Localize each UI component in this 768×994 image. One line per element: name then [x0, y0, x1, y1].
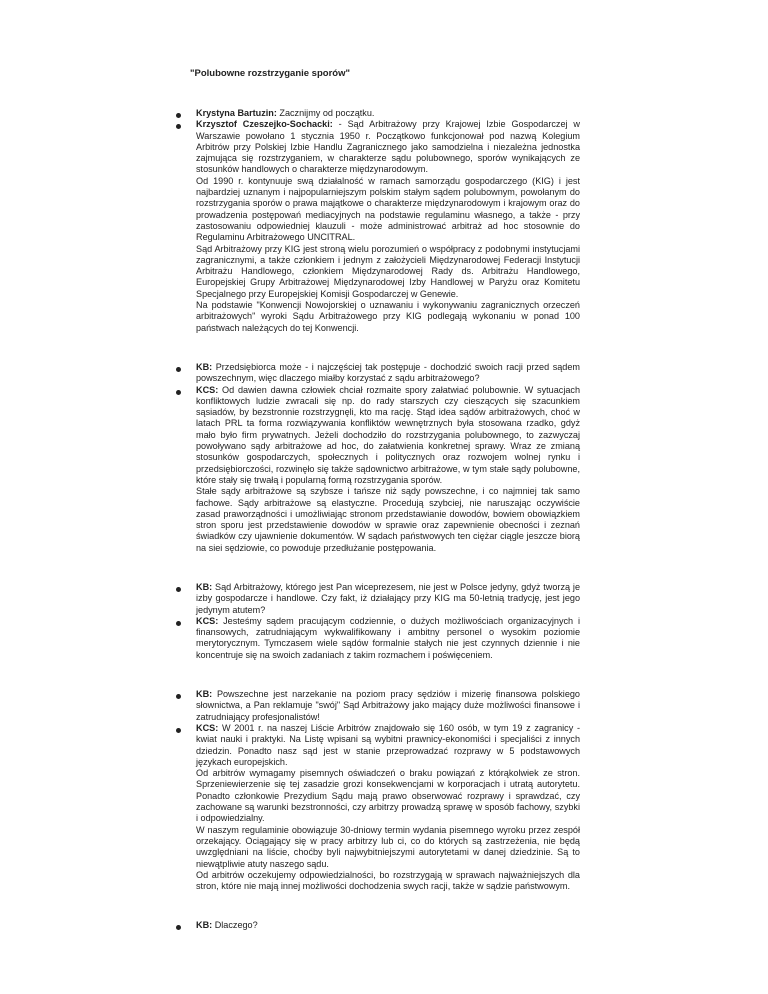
speaker-label: KB: — [196, 689, 213, 700]
bullet-icon — [176, 390, 181, 395]
qa-item — [196, 723, 580, 892]
bullet-icon — [176, 587, 181, 592]
paragraph-text: W naszym regulaminie obowiązuje 30-dniowy termin wydania pisemnego wyroku przez zespół orzekający. Ociągający się w pracy arbitrzy lub ci, co do których są zastrzeżenia, nie będą uwzględniani na liście, choćby byli najwybitniejszymi autorytetami w danej dziedzinie. Są to niewątpliwie atuty naszego sądu. — [196, 824, 580, 869]
qa-item — [196, 119, 580, 334]
bullet-icon — [176, 728, 181, 733]
paragraph-text: - Sąd Arbitrażowy przy Krajowej Izbie Gospodarczej w Warszawie powołano 1 stycznia 1950 r. Początkowo funkcjonował pod nazwą Kolegium Arbitrów przy Polskiej Izbie Handlu Zagranicznego jako samodzielna i niezależna jednostka zajmująca się rozstrzyganiem, w charakterze sądu polubownego, sporów wynikających ze stosunków handlowych o charakterze międzynarodowym. — [196, 119, 580, 175]
paragraph-text: Zacznijmy od początku. — [279, 108, 375, 118]
answer-paragraph — [196, 486, 580, 554]
paragraph-text: Od arbitrów oczekujemy odpowiedzialności, bo rozstrzygają w sprawach najważniejszych dla stron, które nie mają innej możliwości dochodzenia swych racji, także w sądzie państwowym. — [196, 869, 580, 892]
paragraph-text: W 2001 r. na naszej Liście Arbitrów znajdowało się 160 osób, w tym 19 z zagranicy - kwiat nauki i praktyki. Na Listę wpisani są wybitni prawnicy-ekonomiści i specjaliści z innych dziedzin. Ponadto nasz sąd jest w stanie przeprowadzać rozprawy w 5 podstawowych językach europejskich. — [196, 722, 580, 767]
interview-section — [196, 689, 580, 892]
interview-section — [196, 920, 580, 931]
answer-paragraph — [196, 768, 580, 824]
document-title: "Polubowne rozstrzyganie sporów" — [190, 68, 350, 79]
answer-paragraph — [196, 689, 580, 723]
answer-paragraph — [196, 385, 580, 487]
qa-item — [196, 108, 580, 119]
speaker-label: KCS: — [196, 384, 219, 395]
paragraph-text: Na podstawie "Konwencji Nowojorskiej o uznawaniu i wykonywaniu zagranicznych orzeczeń arbitrażowych" wyroki Sądu Arbitrażowego przy KIG podlegają wykonaniu w ponad 100 państwach należących do tej Konwencji. — [196, 300, 580, 333]
paragraph-text: Sąd Arbitrażowy, którego jest Pan wiceprezesem, nie jest w Polsce jedyny, gdyż tworzą je izby gospodarcze i handlowe. Czy fakt, iż działający przy KIG ma 50-letnią tradycję, jest jego jedynym atutem? — [196, 581, 581, 615]
paragraph-text: Dlaczego? — [214, 920, 258, 931]
bullet-icon — [176, 925, 181, 930]
bullet-icon — [176, 694, 181, 699]
speaker-label: KCS: — [196, 615, 219, 626]
qa-item — [196, 362, 580, 385]
paragraph-text: Od 1990 r. kontynuuje swą działalność w ramach samorządu gospodarczego (KIG) i jest najbardziej uznanym i najpopularniejszym polskim stałym sądem polubownym, powołanym do rozstrzygania sporów o prawa majątkowe o charakterze międzynarodowym i krajowym oraz do prowadzenia postępowań mediacyjnych na podstawie regulaminu własnego, a także - przy zastosowaniu odpowiedniej klauzuli - może administrować arbitraż ad hoc stosownie do Regulaminu Arbitrażowego UNCITRAL. — [196, 175, 580, 243]
answer-paragraph — [196, 108, 580, 119]
interview-section — [196, 582, 580, 661]
speaker-label: KCS: — [196, 722, 219, 733]
paragraph-text: Powszechne jest narzekanie na poziom pracy sędziów i mizerię finansowa polskiego słownictwa, a Pan reklamuje "swój" Sąd Arbitrażowy jako mający duże możliwości finansowe i zatrudniający profesjonalistów! — [196, 689, 580, 722]
bullet-icon — [176, 113, 181, 118]
interview-section — [196, 362, 580, 554]
paragraph-text: Sąd Arbitrażowy przy KIG jest stroną wielu porozumień o współpracy z podobnymi instytucjami zagranicznymi, a także członkiem i jednym z założycieli Międzynarodowej Federacji Instytucji Arbitrażu Handlowego, członkiem Międzynarodowej Rady ds. Arbitrażu Handlowego, Europejskiej Grupy Arbitrażowej Międzynarodowej Izby Handlowej w Paryżu oraz Komitetu Specjalnego przy Europejskiej Komisji Gospodarczej w Genewie. — [196, 243, 580, 299]
answer-paragraph — [196, 870, 580, 893]
bullet-icon — [176, 621, 181, 626]
answer-paragraph — [196, 300, 580, 334]
speaker-label: KB: — [196, 581, 213, 592]
qa-item — [196, 582, 580, 616]
answer-paragraph — [196, 616, 580, 661]
speaker-label: KB: — [196, 920, 213, 931]
speaker-label: Krystyna Bartuzin: — [196, 108, 277, 118]
paragraph-text: Jesteśmy sądem pracującym codziennie, o dużych możliwościach organizacyjnych i finansowych, zatrudniającym wykwalifikowany i ambitny personel o wysokim poziomie merytorycznym. Tymczasem wiele sądów formalnie stałych nie jest czynnych dziennie i nie koncentruje się na swoich zadaniach z takim rozmachem i poświęceniem. — [196, 615, 580, 660]
interview-section — [196, 108, 580, 334]
speaker-label: KB: — [196, 361, 213, 372]
answer-paragraph — [196, 244, 580, 300]
answer-paragraph — [196, 825, 580, 870]
qa-item — [196, 689, 580, 723]
answer-paragraph — [196, 176, 580, 244]
paragraph-text: Stałe sądy arbitrażowe są szybsze i tańsze niż sądy powszechne, i co najmniej tak samo fachowe. Sądy arbitrażowe są elastyczne. Procedują szybciej, nie naruszając oczywiście zasad praworządności i umożliwiając stronom przedstawianie dowodów, bowiem obowiązkiem stron sporu jest przedstawienie dowodów w sprawie oraz zapewnienie obecności i zeznań świadków czy ujawnienie dokumentów. W sądach państwowych ten ciężar ciągle jeszcze biorą na siei sędziowie, co powoduje przedłużanie postępowania. — [196, 486, 580, 553]
speaker-label: Krzysztof Czeszejko-Sochacki: — [196, 119, 333, 130]
paragraph-text: Przedsiębiorca może - i najczęściej tak postępuje - dochodzić swoich racji przed sądem powszechnym, więc dlaczego miałby korzystać z sądu arbitrażowego? — [196, 361, 580, 384]
qa-item — [196, 920, 580, 931]
answer-paragraph — [196, 119, 580, 175]
answer-paragraph — [196, 723, 580, 768]
bullet-icon — [176, 367, 181, 372]
paragraph-text: Od dawien dawna człowiek chciał rozmaite spory załatwiać polubownie. W sytuacjach konfliktowych ludzie zwracali się np. do rady starszych czy cieszących się szacunkiem sąsiadów, by bezstronnie rozstrzygnęli, kto ma rację. Stąd idea sądów arbitrażowych, choć w latach PRL ta forma rozwiązywania konfliktów wewnętrznych była stosowana rzadko, gdyż mało było firm prywatnych. Jeżeli dochodziło do rozstrzygania polubownego, to zazwyczaj powoływano sądy arbitrażowe ad hoc, do załatwienia konkretnej sprawy. Wraz ze zmianą stosunków gospodarczych, społecznych i politycznych oraz rozwojem wolnej rynku i przedsiębiorczości, rozwinęło się także sądownictwo arbitrażowe, w tym stałe sądy polubowne, które stały się trwałą i popularną formą rozstrzygania sporów. — [196, 384, 581, 485]
answer-paragraph — [196, 362, 580, 385]
interview-content — [196, 108, 580, 932]
paragraph-text: Od arbitrów wymagamy pisemnych oświadczeń o braku powiązań z którąkolwiek ze stron. Sprzeniewierzenie się tej zasadzie grozi konsekwencjami w korporacjach i utratą autorytetu. Ponadto członkowie Prezydium Sądu mają prawo obserwować rozprawy i sprawdzać, czy zachowane są warunki bezstronności, czy arbitrzy prowadzą sprawę w sposób fachowy, szybki i odpowiedzialny. — [196, 768, 580, 824]
answer-paragraph — [196, 582, 580, 616]
bullet-icon — [176, 124, 181, 129]
qa-item — [196, 385, 580, 554]
answer-paragraph — [196, 920, 580, 931]
qa-item — [196, 616, 580, 661]
